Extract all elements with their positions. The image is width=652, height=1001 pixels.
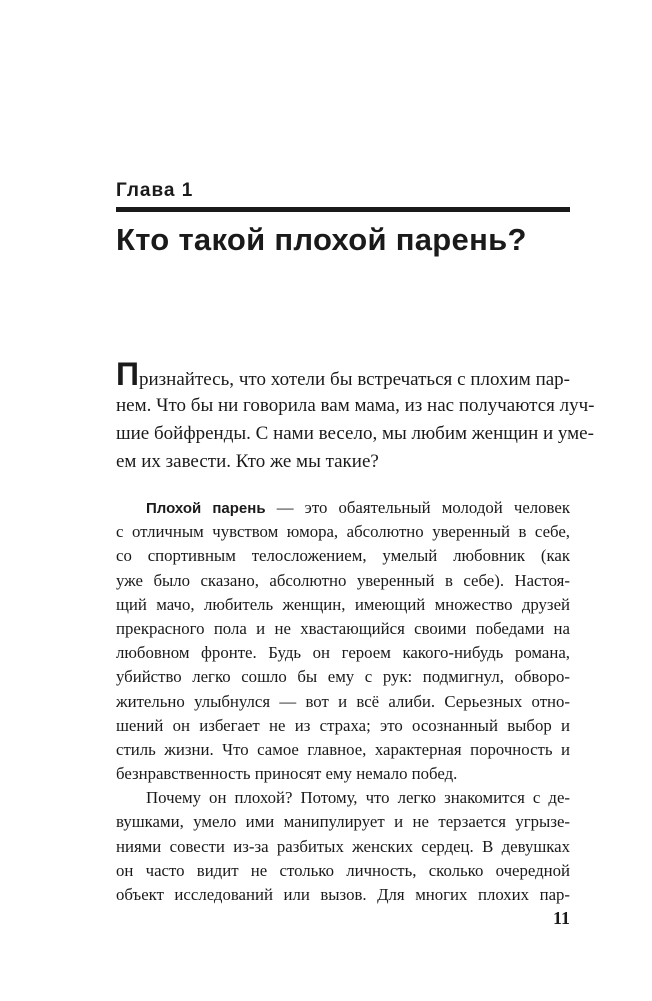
paragraph-first-line-text: — это обаятельный молодой человек <box>265 498 570 517</box>
chapter-label: Глава 1 <box>116 180 194 201</box>
drop-cap: П <box>116 356 139 392</box>
paragraph-line: безнравственность приносят ему немало побед. <box>116 764 458 784</box>
paragraph-line: Почему он плохой? Потому, что легко знакомится с де- <box>146 788 570 808</box>
paragraph-line: убийство легко сошло бы ему с рук: подмигнул, обворо- <box>116 667 570 687</box>
chapter-divider <box>116 207 570 212</box>
paragraph-line: прекрасного пола и не хвастающийся своими победами на <box>116 618 570 638</box>
main-text <box>116 496 570 907</box>
paragraph-line: щий мачо, любитель женщин, имеющий множество друзей <box>116 594 570 614</box>
paragraph-line: объект исследований или вызов. Для многих плохих пар- <box>116 885 570 904</box>
paragraph-line: с отличным чувством юмора, абсолютно уверенный в себе, <box>116 522 570 542</box>
intro-line <box>116 356 570 392</box>
intro-first-line-text: ризнайтесь, что хотели бы встречаться с плохим пар- <box>139 369 570 390</box>
paragraph-line: любовном фронте. Будь он героем какого-нибудь романа, <box>116 643 570 663</box>
intro-paragraph <box>116 356 595 476</box>
defined-term: Плохой парень <box>146 500 266 517</box>
intro-line: нем. Что бы ни говорила вам мама, из нас получаются луч- <box>116 395 595 416</box>
paragraph-line: жительно улыбнулся — вот и всё алиби. Серьезных отно- <box>116 691 570 711</box>
paragraph-line: ниями совести из-за разбитых женских сердец. В девушках <box>116 836 570 856</box>
paragraph-line: уже было сказано, абсолютно уверенный в себе). Настоя- <box>116 570 570 590</box>
page-number: 11 <box>552 908 570 928</box>
intro-line: ем их завести. Кто же мы такие? <box>116 451 379 472</box>
paragraph-line <box>116 496 570 520</box>
chapter-title: Кто такой плохой парень? <box>116 222 527 257</box>
paragraph-line: вушками, умело ими манипулирует и не терзается угрызе- <box>116 812 570 832</box>
paragraph-line: шений он избегает не из страха; это осознанный выбор и <box>116 715 570 735</box>
paragraph-line: со спортивным телосложением, умелый любовник (как <box>116 546 570 566</box>
intro-line: шие бойфренды. С нами весело, мы любим женщин и уме- <box>116 423 594 444</box>
paragraph-line: он часто видит не столько личность, сколько очередной <box>116 860 570 880</box>
paragraph-line: стиль жизни. Что самое главное, характерная порочность и <box>116 739 570 759</box>
